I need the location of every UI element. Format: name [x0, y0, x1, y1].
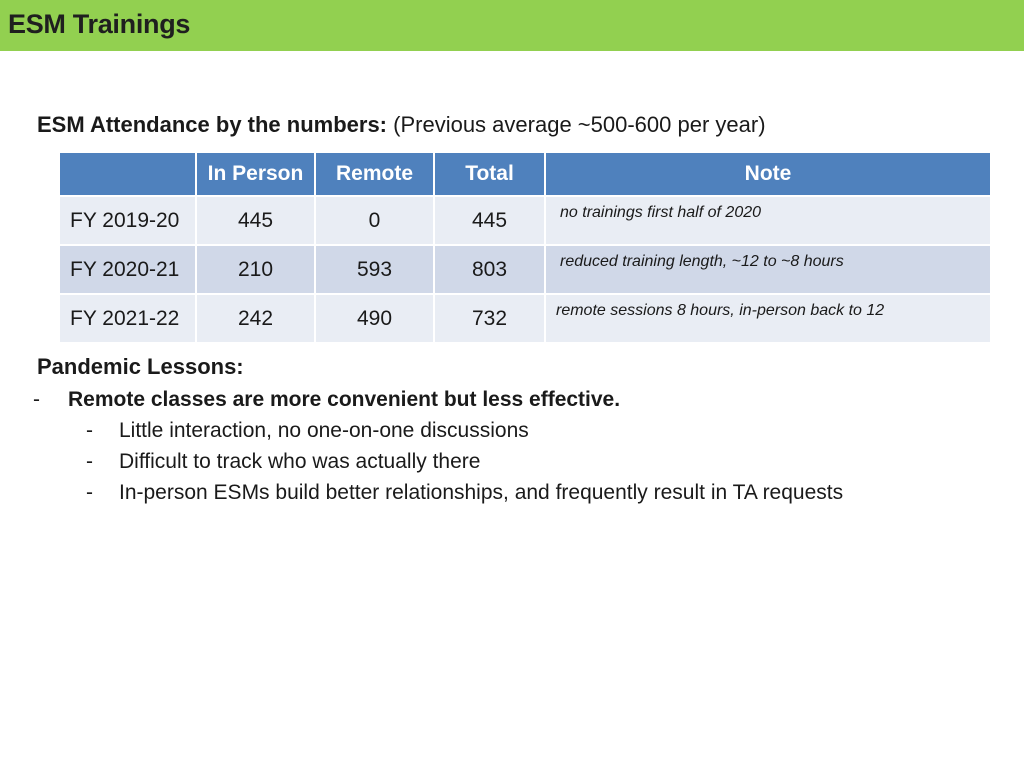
cell-fiscal-year: FY 2021-22: [60, 294, 196, 343]
cell-remote: 593: [315, 245, 434, 294]
column-header-remote: Remote: [315, 153, 434, 196]
lesson-sub-point-text: In-person ESMs build better relationships, and frequently result in TA requests: [119, 481, 844, 504]
cell-note: reduced training length, ~12 to ~8 hours: [545, 245, 990, 294]
cell-total: 803: [434, 245, 545, 294]
bullet-dash: -: [33, 388, 40, 411]
table-row: [60, 294, 990, 343]
bullet-dash: -: [86, 450, 93, 473]
cell-fiscal-year: FY 2019-20: [60, 196, 196, 245]
cell-in-person: 445: [196, 196, 315, 245]
bullet-dash: -: [86, 481, 93, 504]
column-header-total: Total: [434, 153, 545, 196]
attendance-heading-note: (Previous average ~500-600 per year): [393, 112, 766, 137]
cell-fiscal-year: FY 2020-21: [60, 245, 196, 294]
cell-total: 445: [434, 196, 545, 245]
attendance-heading-bold: ESM Attendance by the numbers:: [37, 112, 388, 137]
table-header-row: [60, 153, 990, 196]
cell-in-person: 210: [196, 245, 315, 294]
lesson-sub-point-text: Little interaction, no one-on-one discussions: [119, 419, 529, 442]
cell-remote: 490: [315, 294, 434, 343]
lesson-main-point-text: Remote classes are more convenient but less effective.: [68, 388, 621, 411]
cell-note: no trainings first half of 2020: [545, 196, 990, 245]
column-header-in-person: In Person: [196, 153, 315, 196]
cell-in-person: 242: [196, 294, 315, 343]
attendance-heading: [37, 112, 766, 138]
slide-title: ESM Trainings: [8, 9, 191, 39]
table-row: [60, 196, 990, 245]
attendance-table: [60, 153, 990, 344]
column-header-fiscal-year: [60, 153, 196, 196]
table-row: [60, 245, 990, 294]
cell-total: 732: [434, 294, 545, 343]
lesson-sub-point-text: Difficult to track who was actually there: [119, 450, 481, 473]
title-bar: [0, 0, 1024, 51]
cell-note: remote sessions 8 hours, in-person back to 12: [545, 294, 990, 343]
cell-remote: 0: [315, 196, 434, 245]
column-header-note: Note: [545, 153, 990, 196]
bullet-dash: -: [86, 419, 93, 442]
lessons-heading: Pandemic Lessons:: [37, 354, 244, 379]
